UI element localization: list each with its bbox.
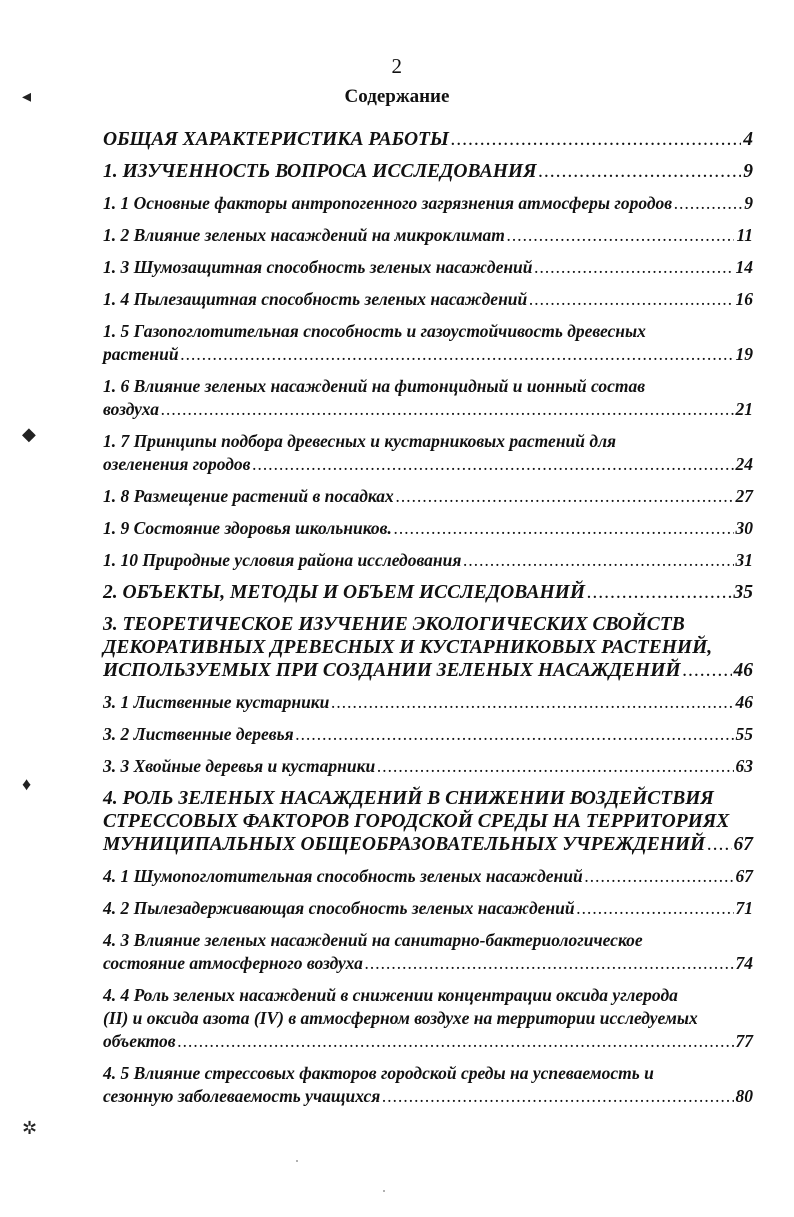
toc-entry-line: 1. 10 Природные условия района исследования bbox=[103, 550, 462, 570]
dot-leader bbox=[674, 192, 742, 215]
toc-entry-line: (II) и оксида азота (IV) в атмосферном воздухе на территории исследуемых bbox=[103, 1008, 698, 1028]
toc-entry-page: 35 bbox=[733, 582, 753, 603]
toc-entry-page: 21 bbox=[735, 399, 753, 419]
toc-entry bbox=[103, 160, 753, 183]
dot-leader bbox=[587, 581, 732, 604]
toc-entry-line: 1. ИЗУЧЕННОСТЬ ВОПРОСА ИССЛЕДОВАНИЯ bbox=[103, 161, 537, 182]
page-title: Содержание bbox=[344, 86, 450, 107]
toc-entry-line: 3. 3 Хвойные деревья и кустарники bbox=[103, 756, 376, 776]
toc-entry-line: 3. ТЕОРЕТИЧЕСКОЕ ИЗУЧЕНИЕ ЭКОЛОГИЧЕСКИХ СВОЙСТВ bbox=[103, 614, 685, 635]
toc-entry-line: 1. 9 Состояние здоровья школьников. bbox=[103, 518, 392, 538]
toc-entry-line: объектов bbox=[103, 1031, 176, 1051]
toc-entry bbox=[103, 613, 753, 682]
toc-entry-line: 1. 4 Пылезащитная способность зеленых насаждений bbox=[103, 289, 528, 309]
toc-entry-page: 80 bbox=[735, 1086, 753, 1106]
toc-entry-lastline bbox=[103, 160, 753, 183]
toc-entry-page: 16 bbox=[735, 289, 753, 309]
toc-entry-line: 3. 2 Лиственные деревья bbox=[103, 724, 294, 744]
toc-entry-page: 31 bbox=[735, 550, 753, 570]
scan-speck bbox=[383, 1190, 385, 1192]
toc-entry bbox=[103, 581, 753, 604]
dot-leader bbox=[382, 1085, 733, 1108]
toc-entry bbox=[103, 755, 753, 778]
toc-entry-lastline bbox=[103, 581, 753, 604]
toc-entry bbox=[103, 256, 753, 279]
toc-entry bbox=[103, 865, 753, 888]
toc-entry-line: 4. 3 Влияние зеленых насаждений на санитарно-бактериологическое bbox=[103, 930, 643, 950]
dot-leader bbox=[707, 833, 731, 856]
dot-leader bbox=[394, 517, 734, 540]
margin-mark-icon: ♦ bbox=[22, 774, 32, 794]
toc-entry-lastline bbox=[103, 224, 753, 247]
toc-entry-page: 9 bbox=[743, 161, 753, 182]
toc-entry-line: 1. 2 Влияние зеленых насаждений на микроклимат bbox=[103, 225, 505, 245]
toc-entry-lastline bbox=[103, 256, 753, 279]
table-of-contents bbox=[103, 128, 753, 1117]
toc-entry-lastline bbox=[103, 833, 753, 856]
toc-entry bbox=[103, 1062, 753, 1108]
toc-entry bbox=[103, 929, 753, 975]
toc-entry-page: 63 bbox=[735, 756, 753, 776]
dot-leader bbox=[683, 659, 732, 682]
toc-entry-page: 11 bbox=[736, 225, 753, 245]
dot-leader bbox=[377, 755, 733, 778]
toc-entry-page: 77 bbox=[735, 1031, 753, 1051]
toc-entry-lastline bbox=[103, 453, 753, 476]
toc-entry-page: 46 bbox=[735, 692, 753, 712]
toc-entry-page: 46 bbox=[733, 660, 753, 681]
toc-entry-line: 1. 7 Принципы подбора древесных и кустарниковых растений для bbox=[103, 431, 617, 451]
toc-entry-line: 1. 3 Шумозащитная способность зеленых насаждений bbox=[103, 257, 533, 277]
toc-entry-page: 71 bbox=[735, 898, 753, 918]
toc-entry-line: 1. 5 Газопоглотительная способность и газоустойчивость древесных bbox=[103, 321, 646, 341]
dot-leader bbox=[296, 723, 734, 746]
dot-leader bbox=[252, 453, 733, 476]
toc-entry-lastline bbox=[103, 517, 753, 540]
toc-entry-lastline bbox=[103, 691, 753, 714]
toc-entry-line: 4. 1 Шумопоглотительная способность зеленых насаждений bbox=[103, 866, 583, 886]
dot-leader bbox=[535, 256, 734, 279]
toc-entry-page: 30 bbox=[735, 518, 753, 538]
toc-entry bbox=[103, 288, 753, 311]
toc-entry bbox=[103, 320, 753, 366]
toc-entry bbox=[103, 787, 753, 856]
dot-leader bbox=[529, 288, 733, 311]
toc-entry-lastline bbox=[103, 192, 753, 215]
toc-entry-line: ОБЩАЯ ХАРАКТЕРИСТИКА РАБОТЫ bbox=[103, 129, 449, 150]
toc-entry-line: 2. ОБЪЕКТЫ, МЕТОДЫ И ОБЪЕМ ИССЛЕДОВАНИЙ bbox=[103, 582, 585, 603]
toc-entry-line: 1. 6 Влияние зеленых насаждений на фитонцидный и ионный состав bbox=[103, 376, 646, 396]
toc-entry-lastline bbox=[103, 755, 753, 778]
toc-entry bbox=[103, 192, 753, 215]
toc-entry-page: 67 bbox=[735, 866, 753, 886]
toc-entry-page: 19 bbox=[735, 344, 753, 364]
toc-entry-line: 4. 4 Роль зеленых насаждений в снижении концентрации оксида углерода bbox=[103, 985, 678, 1005]
toc-entry-line: 4. 5 Влияние стрессовых факторов городской среды на успеваемость и bbox=[103, 1063, 654, 1083]
toc-entry-line: ДЕКОРАТИВНЫХ ДРЕВЕСНЫХ И КУСТАРНИКОВЫХ РАСТЕНИЙ, bbox=[103, 637, 713, 658]
dot-leader bbox=[161, 398, 734, 421]
toc-entry-lastline bbox=[103, 897, 753, 920]
toc-entry-page: 74 bbox=[735, 953, 753, 973]
toc-entry-page: 4 bbox=[743, 129, 753, 150]
toc-entry-line: 4. РОЛЬ ЗЕЛЕНЫХ НАСАЖДЕНИЙ В СНИЖЕНИИ ВОЗДЕЙСТВИЯ bbox=[103, 788, 714, 809]
toc-entry-line: СТРЕССОВЫХ ФАКТОРОВ ГОРОДСКОЙ СРЕДЫ НА ТЕРРИТОРИЯХ bbox=[103, 811, 730, 832]
toc-entry-line: 3. 1 Лиственные кустарники bbox=[103, 692, 330, 712]
toc-entry-lastline bbox=[103, 952, 753, 975]
toc-entry-line: состояние атмосферного воздуха bbox=[103, 953, 363, 973]
toc-entry bbox=[103, 691, 753, 714]
toc-entry bbox=[103, 430, 753, 476]
toc-entry-lastline bbox=[103, 398, 753, 421]
toc-entry-lastline bbox=[103, 1030, 753, 1053]
scan-speck bbox=[296, 1160, 298, 1162]
toc-entry-page: 67 bbox=[733, 834, 753, 855]
dot-leader bbox=[178, 1030, 734, 1053]
dot-leader bbox=[507, 224, 735, 247]
toc-entry bbox=[103, 485, 753, 508]
toc-entry-lastline bbox=[103, 865, 753, 888]
dot-leader bbox=[585, 865, 734, 888]
toc-entry bbox=[103, 517, 753, 540]
margin-mark-icon: ✲ bbox=[22, 1118, 38, 1138]
toc-entry bbox=[103, 723, 753, 746]
toc-entry-line: воздуха bbox=[103, 399, 159, 419]
dot-leader bbox=[463, 549, 733, 572]
toc-entry-line: МУНИЦИПАЛЬНЫХ ОБЩЕОБРАЗОВАТЕЛЬНЫХ УЧРЕЖДЕНИЙ bbox=[103, 834, 706, 855]
toc-entry bbox=[103, 897, 753, 920]
toc-entry-page: 9 bbox=[744, 193, 753, 213]
dot-leader bbox=[451, 128, 741, 151]
toc-entry bbox=[103, 375, 753, 421]
toc-entry-line: 1. 8 Размещение растений в посадках bbox=[103, 486, 394, 506]
toc-entry-lastline bbox=[103, 128, 753, 151]
toc-entry-line: 1. 1 Основные факторы антропогенного загрязнения атмосферы городов bbox=[103, 193, 673, 213]
margin-mark-icon: ◆ bbox=[22, 424, 36, 444]
toc-entry bbox=[103, 549, 753, 572]
toc-entry-line: сезонную заболеваемость учащихся bbox=[103, 1086, 381, 1106]
toc-entry bbox=[103, 224, 753, 247]
toc-entry-lastline bbox=[103, 549, 753, 572]
toc-entry-lastline bbox=[103, 288, 753, 311]
toc-entry-line: растений bbox=[103, 344, 179, 364]
toc-entry-page: 27 bbox=[735, 486, 753, 506]
toc-entry-page: 55 bbox=[735, 724, 753, 744]
dot-leader bbox=[577, 897, 734, 920]
toc-entry-lastline bbox=[103, 485, 753, 508]
toc-entry-lastline bbox=[103, 343, 753, 366]
toc-entry-line: ИСПОЛЬЗУЕМЫХ ПРИ СОЗДАНИИ ЗЕЛЕНЫХ НАСАЖДЕНИЙ bbox=[103, 660, 681, 681]
toc-entry-page: 24 bbox=[735, 454, 753, 474]
toc-entry-line: озеленения городов bbox=[103, 454, 251, 474]
margin-mark-icon: ◂ bbox=[22, 86, 32, 106]
toc-entry-page: 14 bbox=[735, 257, 753, 277]
toc-entry bbox=[103, 128, 753, 151]
dot-leader bbox=[365, 952, 734, 975]
page-number: 2 bbox=[391, 54, 403, 78]
toc-entry-lastline bbox=[103, 659, 753, 682]
dot-leader bbox=[539, 160, 742, 183]
dot-leader bbox=[331, 691, 733, 714]
toc-entry bbox=[103, 984, 753, 1053]
dot-leader bbox=[181, 343, 734, 366]
dot-leader bbox=[396, 485, 734, 508]
toc-entry-lastline bbox=[103, 1085, 753, 1108]
toc-entry-lastline bbox=[103, 723, 753, 746]
toc-entry-line: 4. 2 Пылезадерживающая способность зеленых насаждений bbox=[103, 898, 575, 918]
